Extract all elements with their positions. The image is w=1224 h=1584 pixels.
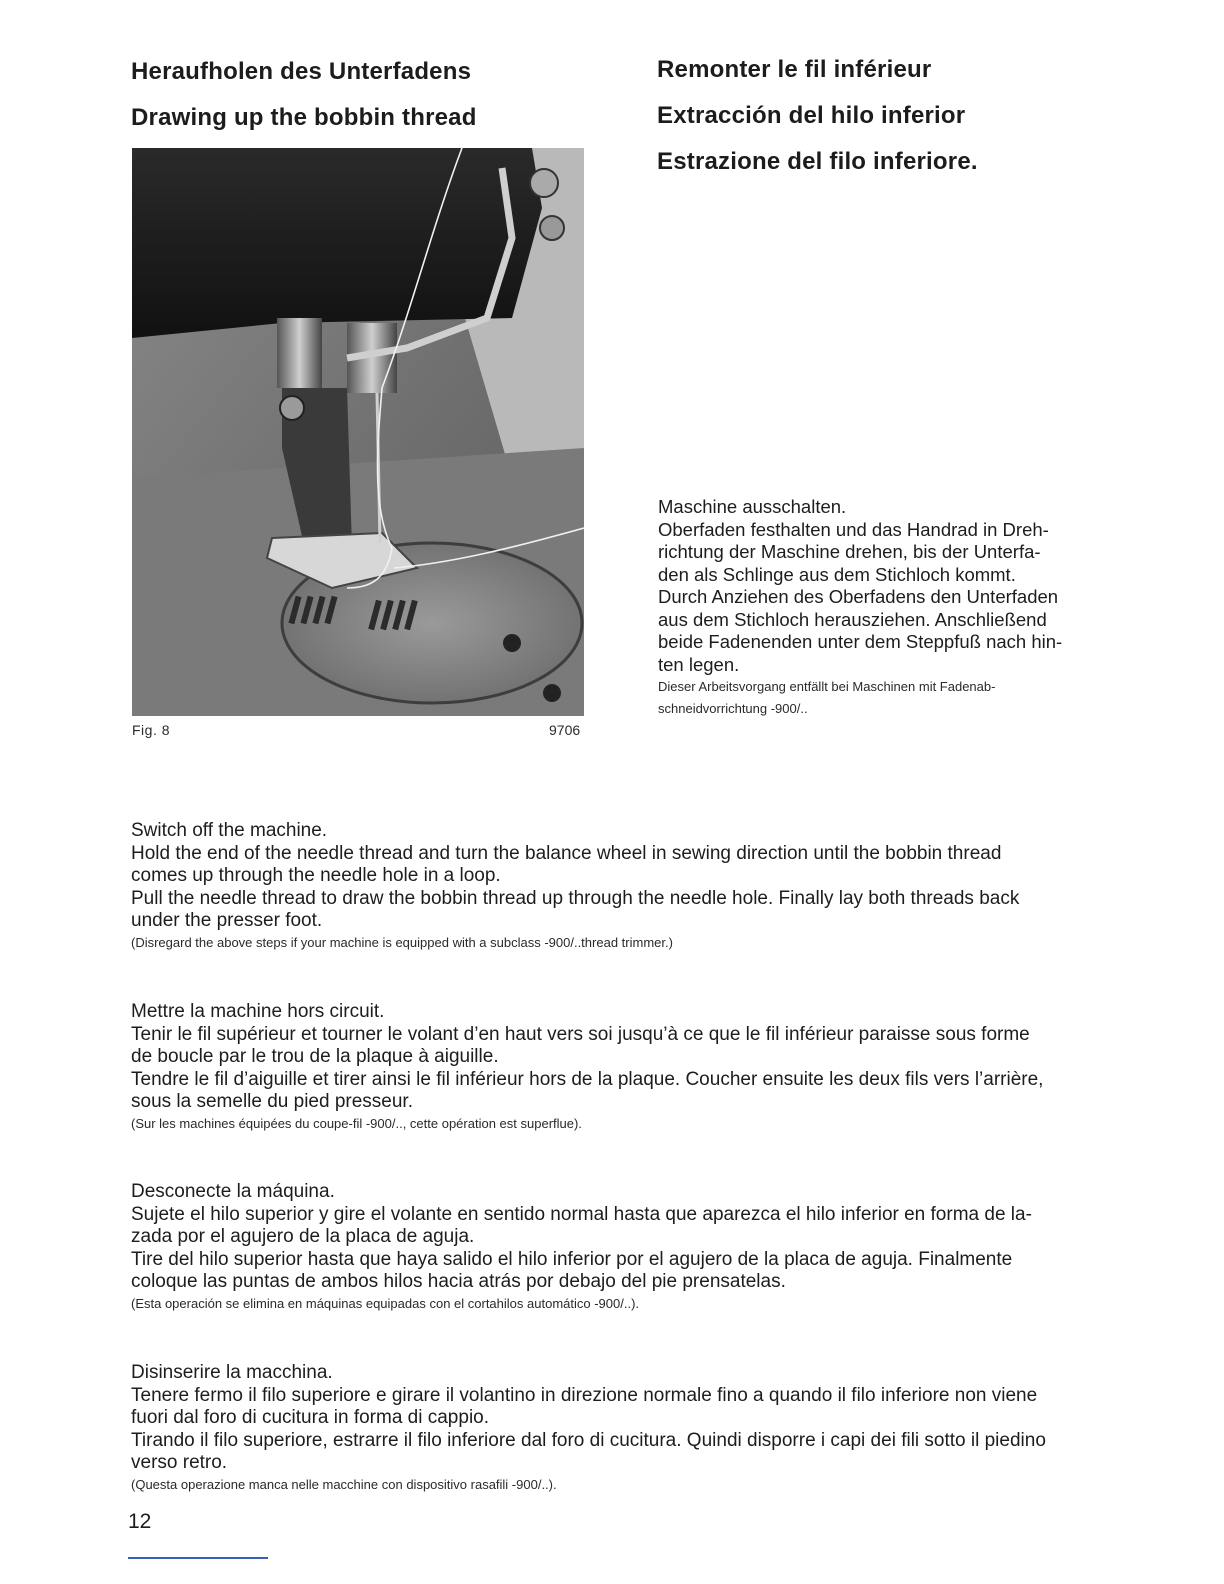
text-line: den als Schlinge aus dem Stichloch kommt. — [658, 563, 1016, 585]
note-line: (Questa operazione manca nelle macchine con dispositivo rasafili -900/..). — [131, 1476, 557, 1492]
text-line: fuori dal foro di cucitura in forma di cappio. — [131, 1407, 490, 1428]
note-line: (Sur les machines équipées du coupe-fil -900/.., cette opération est superflue). — [131, 1115, 582, 1131]
text-line: aus dem Stichloch herausziehen. Anschließend — [658, 608, 1047, 630]
text-line: verso retro. — [131, 1452, 228, 1473]
text-line: sous la semelle du pied presseur. — [131, 1091, 413, 1112]
heading-en: Drawing up the bobbin thread — [131, 104, 477, 131]
text-line: Pull the needle thread to draw the bobbin thread up through the needle hole. Finally lay both threads back — [131, 887, 1020, 909]
text-line: Tenere fermo il filo superiore e girare il volantino in direzione normale fino a quando il filo inferiore non viene — [131, 1384, 1038, 1406]
text-line: Desconecte la máquina. — [131, 1181, 335, 1202]
heading-fr: Remonter le fil inférieur — [657, 56, 932, 83]
sewing-machine-photo — [132, 148, 584, 716]
heading-it: Estrazione del filo inferiore. — [657, 148, 978, 175]
text-line: Hold the end of the needle thread and turn the balance wheel in sewing direction until the bobbin thread — [131, 842, 1002, 864]
text-line: ten legen. — [658, 653, 740, 675]
text-line: Switch off the machine. — [131, 820, 328, 841]
text-line: richtung der Maschine drehen, bis der Unterfa- — [658, 541, 1041, 562]
heading-es: Extracción del hilo inferior — [657, 102, 966, 129]
heading-de: Heraufholen des Unterfadens — [131, 58, 472, 85]
text-line: coloque las puntas de ambos hilos hacia atrás por debajo del pie prensatelas. — [131, 1271, 786, 1292]
section-es — [131, 1181, 1111, 1314]
sewing-machine-illustration — [132, 148, 584, 716]
note-line: (Disregard the above steps if your machine is equipped with a subclass -900/..thread trimmer.) — [131, 934, 673, 950]
text-line: Mettre la machine hors circuit. — [131, 1001, 385, 1022]
text-line: Sujete el hilo superior y gire el volante en sentido normal hasta que aparezca el hilo inferior en forma de la- — [131, 1203, 1032, 1225]
text-line: de boucle par le trou de la plaque à aiguille. — [131, 1046, 499, 1067]
page-number: 12 — [128, 1510, 152, 1533]
note-line: schneidvorrichtung -900/.. — [658, 701, 808, 716]
text-line: comes up through the needle hole in a loop. — [131, 865, 501, 886]
text-line: zada por el agujero de la placa de aguja. — [131, 1226, 475, 1247]
text-line: Tire del hilo superior hasta que haya salido el hilo inferior por el agujero de la placa de aguja. Finalmente — [131, 1248, 1013, 1270]
section-it — [131, 1362, 1111, 1495]
section-de — [658, 496, 1110, 720]
figure-label: Fig. 8 — [132, 722, 171, 738]
text-line: Tendre le fil d’aiguille et tirer ainsi le fil inférieur hors de la plaque. Coucher ensuite les deux fils vers l’arrière, — [131, 1068, 1044, 1090]
note-line: (Esta operación se elimina en máquinas equipadas con el cortahilos automático -900/..). — [131, 1295, 640, 1311]
section-en — [131, 820, 1111, 953]
text-line: under the presser foot. — [131, 910, 323, 931]
text-line: Tirando il filo superiore, estrarre il filo inferiore dal foro di cucitura. Quindi disporre i capi dei fili sotto il piedino — [131, 1429, 1046, 1451]
bottom-rule — [128, 1557, 268, 1559]
text-line: Durch Anziehen des Oberfadens den Unterfaden — [658, 586, 1059, 607]
text-line: beide Fadenenden unter dem Steppfuß nach hin- — [658, 631, 1063, 652]
section-fr — [131, 1001, 1111, 1134]
text-line: Tenir le fil supérieur et tourner le volant d’en haut vers soi jusqu’à ce que le fil inférieur paraisse sous forme — [131, 1023, 1030, 1045]
text-line: Oberfaden festhalten und das Handrad in Dreh- — [658, 518, 1049, 540]
figure-number: 9706 — [549, 722, 581, 738]
text-line: Maschine ausschalten. — [658, 496, 847, 517]
note-line: Dieser Arbeitsvorgang entfällt bei Maschinen mit Fadenab- — [658, 679, 996, 694]
text-line: Disinserire la macchina. — [131, 1362, 333, 1383]
